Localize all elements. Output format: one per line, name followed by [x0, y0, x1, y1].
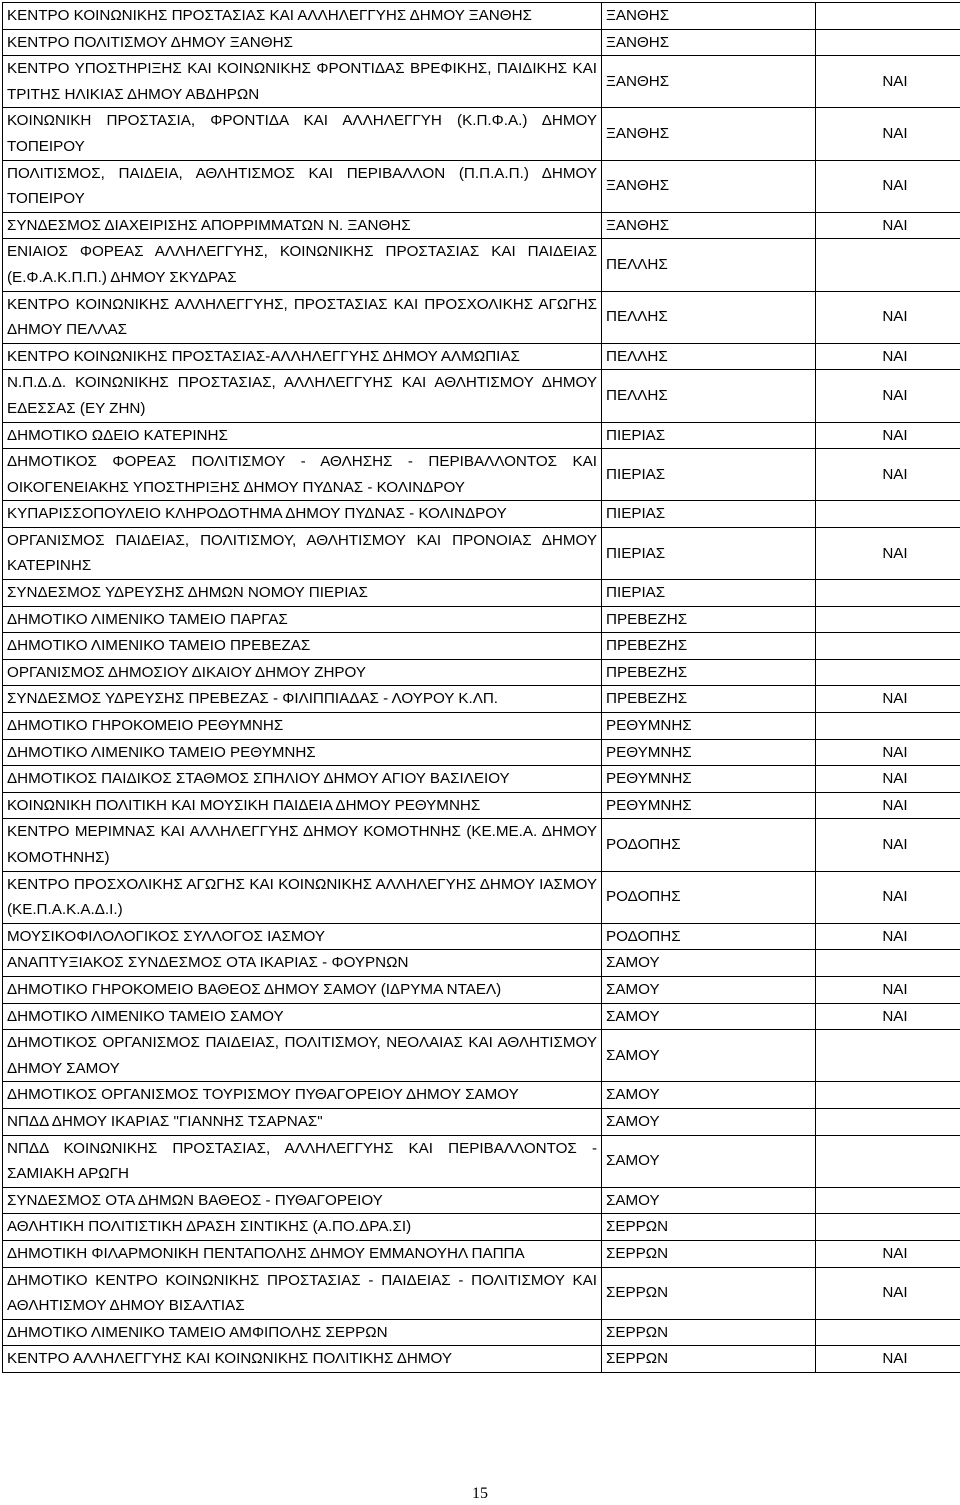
region-cell: ΠΙΕΡΙΑΣ: [602, 422, 816, 449]
region-cell: ΣΑΜΟΥ: [602, 1187, 816, 1214]
region-cell: ΠΙΕΡΙΑΣ: [602, 501, 816, 528]
table-row: [3, 1214, 960, 1241]
table-row: [3, 1267, 960, 1319]
table-row: [3, 923, 960, 950]
entity-name-cell: ΔΗΜΟΤΙΚΟ ΛΙΜΕΝΙΚΟ ΤΑΜΕΙΟ ΠΡΕΒΕΖΑΣ: [3, 633, 602, 660]
table-row: [3, 713, 960, 740]
flag-cell: ΝΑΙ: [816, 56, 960, 108]
entity-name-cell: ΚΕΝΤΡΟ ΚΟΙΝΩΝΙΚΗΣ ΠΡΟΣΤΑΣΙΑΣ ΚΑΙ ΑΛΛΗΛΕΓΓΥΗΣ ΔΗΜΟΥ ΞΑΝΘΗΣ: [3, 3, 602, 30]
entity-name-cell: Ν.Π.Δ.Δ. ΚΟΙΝΩΝΙΚΗΣ ΠΡΟΣΤΑΣΙΑΣ, ΑΛΛΗΛΕΓΓΥΗΣ ΚΑΙ ΑΘΛΗΤΙΣΜΟΥ ΔΗΜΟΥ ΕΔΕΣΣΑΣ (ΕΥ ΖΗΝ): [3, 370, 602, 422]
page-number: 15: [472, 1485, 488, 1502]
region-cell: ΠΡΕΒΕΖΗΣ: [602, 633, 816, 660]
entity-name-cell: ΝΠΔΔ ΔΗΜΟΥ ΙΚΑΡΙΑΣ "ΓΙΑΝΝΗΣ ΤΣΑΡΝΑΣ": [3, 1108, 602, 1135]
table-row: [3, 633, 960, 660]
flag-cell: ΝΑΙ: [816, 792, 960, 819]
flag-cell: [816, 1214, 960, 1241]
table-row: [3, 739, 960, 766]
flag-cell: ΝΑΙ: [816, 766, 960, 793]
region-cell: ΡΕΘΥΜΝΗΣ: [602, 766, 816, 793]
table-row: [3, 976, 960, 1003]
region-cell: ΠΕΛΛΗΣ: [602, 370, 816, 422]
flag-cell: [816, 606, 960, 633]
entity-name-cell: ΚΕΝΤΡΟ ΑΛΛΗΛΕΓΓΥΗΣ ΚΑΙ ΚΟΙΝΩΝΙΚΗΣ ΠΟΛΙΤΙΚΗΣ ΔΗΜΟΥ: [3, 1346, 602, 1373]
region-cell: ΠΙΕΡΙΑΣ: [602, 580, 816, 607]
table-row: [3, 950, 960, 977]
region-cell: ΣΑΜΟΥ: [602, 1082, 816, 1109]
flag-cell: [816, 29, 960, 56]
table-row: [3, 686, 960, 713]
flag-cell: [816, 580, 960, 607]
entity-name-cell: ΟΡΓΑΝΙΣΜΟΣ ΠΑΙΔΕΙΑΣ, ΠΟΛΙΤΙΣΜΟΥ, ΑΘΛΗΤΙΣΜΟΥ ΚΑΙ ΠΡΟΝΟΙΑΣ ΔΗΜΟΥ ΚΑΤΕΡΙΝΗΣ: [3, 527, 602, 579]
region-cell: ΠΕΛΛΗΣ: [602, 239, 816, 291]
flag-cell: [816, 950, 960, 977]
entity-name-cell: ΚΕΝΤΡΟ ΜΕΡΙΜΝΑΣ ΚΑΙ ΑΛΛΗΛΕΓΓΥΗΣ ΔΗΜΟΥ ΚΟΜΟΤΗΝΗΣ (ΚΕ.ΜΕ.Α. ΔΗΜΟΥ ΚΟΜΟΤΗΝΗΣ): [3, 819, 602, 871]
entity-name-cell: ΜΟΥΣΙΚΟΦΙΛΟΛΟΓΙΚΟΣ ΣΥΛΛΟΓΟΣ ΙΑΣΜΟΥ: [3, 923, 602, 950]
table-row: [3, 56, 960, 108]
flag-cell: ΝΑΙ: [816, 449, 960, 501]
entity-name-cell: ΚΕΝΤΡΟ ΥΠΟΣΤΗΡΙΞΗΣ ΚΑΙ ΚΟΙΝΩΝΙΚΗΣ ΦΡΟΝΤΙΔΑΣ ΒΡΕΦΙΚΗΣ, ΠΑΙΔΙΚΗΣ ΚΑΙ ΤΡΙΤΗΣ ΗΛΙΚΙΑΣ ΔΗΜΟΥ ΑΒΔΗΡΩΝ: [3, 56, 602, 108]
entity-name-cell: ΚΕΝΤΡΟ ΚΟΙΝΩΝΙΚΗΣ ΠΡΟΣΤΑΣΙΑΣ-ΑΛΛΗΛΕΓΓΥΗΣ ΔΗΜΟΥ ΑΛΜΩΠΙΑΣ: [3, 343, 602, 370]
flag-cell: [816, 713, 960, 740]
flag-cell: ΝΑΙ: [816, 871, 960, 923]
region-cell: ΞΑΝΘΗΣ: [602, 29, 816, 56]
region-cell: ΞΑΝΘΗΣ: [602, 3, 816, 30]
region-cell: ΠΙΕΡΙΑΣ: [602, 449, 816, 501]
table-row: [3, 422, 960, 449]
flag-cell: ΝΑΙ: [816, 370, 960, 422]
region-cell: ΣΕΡΡΩΝ: [602, 1214, 816, 1241]
table-row: [3, 659, 960, 686]
table-row: [3, 819, 960, 871]
table-row: [3, 1003, 960, 1030]
flag-cell: [816, 239, 960, 291]
entity-name-cell: ΣΥΝΔΕΣΜΟΣ ΥΔΡΕΥΣΗΣ ΠΡΕΒΕΖΑΣ - ΦΙΛΙΠΠΙΑΔΑΣ - ΛΟΥΡΟΥ Κ.ΛΠ.: [3, 686, 602, 713]
entity-name-cell: ΔΗΜΟΤΙΚΟ ΛΙΜΕΝΙΚΟ ΤΑΜΕΙΟ ΡΕΘΥΜΝΗΣ: [3, 739, 602, 766]
region-cell: ΣΑΜΟΥ: [602, 1108, 816, 1135]
table-row: [3, 1346, 960, 1373]
region-cell: ΡΟΔΟΠΗΣ: [602, 819, 816, 871]
flag-cell: [816, 1108, 960, 1135]
flag-cell: ΝΑΙ: [816, 1267, 960, 1319]
table-row: [3, 1030, 960, 1082]
table-row: [3, 766, 960, 793]
entity-name-cell: ΚΟΙΝΩΝΙΚΗ ΠΡΟΣΤΑΣΙΑ, ΦΡΟΝΤΙΔΑ ΚΑΙ ΑΛΛΗΛΕΓΓΥΗ (Κ.Π.Φ.Α.) ΔΗΜΟΥ ΤΟΠΕΙΡΟΥ: [3, 108, 602, 160]
region-cell: ΡΕΘΥΜΝΗΣ: [602, 713, 816, 740]
entity-name-cell: ΣΥΝΔΕΣΜΟΣ ΟΤΑ ΔΗΜΩΝ ΒΑΘΕΟΣ - ΠΥΘΑΓΟΡΕΙΟΥ: [3, 1187, 602, 1214]
region-cell: ΞΑΝΘΗΣ: [602, 212, 816, 239]
flag-cell: ΝΑΙ: [816, 108, 960, 160]
region-cell: ΣΕΡΡΩΝ: [602, 1240, 816, 1267]
entity-name-cell: ΚΕΝΤΡΟ ΠΡΟΣΧΟΛΙΚΗΣ ΑΓΩΓΗΣ ΚΑΙ ΚΟΙΝΩΝΙΚΗΣ ΑΛΛΗΛΕΓΥΗΣ ΔΗΜΟΥ ΙΑΣΜΟΥ (ΚΕ.Π.Α.Κ.Α.Δ.Ι.): [3, 871, 602, 923]
flag-cell: ΝΑΙ: [816, 739, 960, 766]
flag-cell: ΝΑΙ: [816, 686, 960, 713]
entity-name-cell: ΚΟΙΝΩΝΙΚΗ ΠΟΛΙΤΙΚΗ ΚΑΙ ΜΟΥΣΙΚΗ ΠΑΙΔΕΙΑ ΔΗΜΟΥ ΡΕΘΥΜΝΗΣ: [3, 792, 602, 819]
flag-cell: ΝΑΙ: [816, 1003, 960, 1030]
flag-cell: [816, 659, 960, 686]
entity-name-cell: ΔΗΜΟΤΙΚΟ ΛΙΜΕΝΙΚΟ ΤΑΜΕΙΟ ΣΑΜΟΥ: [3, 1003, 602, 1030]
table-row: [3, 1187, 960, 1214]
flag-cell: ΝΑΙ: [816, 1346, 960, 1373]
table-row: [3, 527, 960, 579]
region-cell: ΣΕΡΡΩΝ: [602, 1319, 816, 1346]
entity-name-cell: ΔΗΜΟΤΙΚΟΣ ΟΡΓΑΝΙΣΜΟΣ ΠΑΙΔΕΙΑΣ, ΠΟΛΙΤΙΣΜΟΥ, ΝΕΟΛΑΙΑΣ ΚΑΙ ΑΘΛΗΤΙΣΜΟΥ ΔΗΜΟΥ ΣΑΜΟΥ: [3, 1030, 602, 1082]
region-cell: ΠΕΛΛΗΣ: [602, 343, 816, 370]
entity-name-cell: ΕΝΙΑΙΟΣ ΦΟΡΕΑΣ ΑΛΛΗΛΕΓΓΥΗΣ, ΚΟΙΝΩΝΙΚΗΣ ΠΡΟΣΤΑΣΙΑΣ ΚΑΙ ΠΑΙΔΕΙΑΣ (Ε.Φ.Α.Κ.Π.Π.) ΔΗΜΟΥ ΣΚΥΔΡΑΣ: [3, 239, 602, 291]
entity-name-cell: ΠΟΛΙΤΙΣΜΟΣ, ΠΑΙΔΕΙΑ, ΑΘΛΗΤΙΣΜΟΣ ΚΑΙ ΠΕΡΙΒΑΛΛΟΝ (Π.Π.Α.Π.) ΔΗΜΟΥ ΤΟΠΕΙΡΟΥ: [3, 160, 602, 212]
table-row: [3, 291, 960, 343]
table-row: [3, 108, 960, 160]
flag-cell: [816, 1030, 960, 1082]
region-cell: ΠΡΕΒΕΖΗΣ: [602, 659, 816, 686]
entity-name-cell: ΔΗΜΟΤΙΚΗ ΦΙΛΑΡΜΟΝΙΚΗ ΠΕΝΤΑΠΟΛΗΣ ΔΗΜΟΥ ΕΜΜΑΝΟΥΗΛ ΠΑΠΠΑ: [3, 1240, 602, 1267]
table-row: [3, 370, 960, 422]
table-row: [3, 343, 960, 370]
table-row: [3, 160, 960, 212]
table-row: [3, 871, 960, 923]
region-cell: ΣΑΜΟΥ: [602, 950, 816, 977]
flag-cell: [816, 1135, 960, 1187]
entity-name-cell: ΣΥΝΔΕΣΜΟΣ ΔΙΑΧΕΙΡΙΣΗΣ ΑΠΟΡΡΙΜΜΑΤΩΝ Ν. ΞΑΝΘΗΣ: [3, 212, 602, 239]
region-cell: ΞΑΝΘΗΣ: [602, 56, 816, 108]
entity-name-cell: ΚΥΠΑΡΙΣΣΟΠΟΥΛΕΙΟ ΚΛΗΡΟΔΟΤΗΜΑ ΔΗΜΟΥ ΠΥΔΝΑΣ - ΚΟΛΙΝΔΡΟΥ: [3, 501, 602, 528]
entity-name-cell: ΚΕΝΤΡΟ ΠΟΛΙΤΙΣΜΟΥ ΔΗΜΟΥ ΞΑΝΘΗΣ: [3, 29, 602, 56]
table-row: [3, 580, 960, 607]
table-row: [3, 1319, 960, 1346]
region-cell: ΡΟΔΟΠΗΣ: [602, 923, 816, 950]
table-row: [3, 1240, 960, 1267]
table-row: [3, 1082, 960, 1109]
entity-name-cell: ΟΡΓΑΝΙΣΜΟΣ ΔΗΜΟΣΙΟΥ ΔΙΚΑΙΟΥ ΔΗΜΟΥ ΖΗΡΟΥ: [3, 659, 602, 686]
flag-cell: [816, 1187, 960, 1214]
entity-name-cell: ΑΘΛΗΤΙΚΗ ΠΟΛΙΤΙΣΤΙΚΗ ΔΡΑΣΗ ΣΙΝΤΙΚΗΣ (Α.ΠΟ.ΔΡΑ.ΣΙ): [3, 1214, 602, 1241]
flag-cell: ΝΑΙ: [816, 976, 960, 1003]
entity-name-cell: ΣΥΝΔΕΣΜΟΣ ΥΔΡΕΥΣΗΣ ΔΗΜΩΝ ΝΟΜΟΥ ΠΙΕΡΙΑΣ: [3, 580, 602, 607]
entity-name-cell: ΔΗΜΟΤΙΚΟ ΩΔΕΙΟ ΚΑΤΕΡΙΝΗΣ: [3, 422, 602, 449]
flag-cell: ΝΑΙ: [816, 343, 960, 370]
table-row: [3, 239, 960, 291]
region-cell: ΡΕΘΥΜΝΗΣ: [602, 792, 816, 819]
table-row: [3, 606, 960, 633]
table-body: [3, 3, 960, 1373]
flag-cell: [816, 3, 960, 30]
flag-cell: ΝΑΙ: [816, 1240, 960, 1267]
flag-cell: ΝΑΙ: [816, 527, 960, 579]
region-cell: ΡΟΔΟΠΗΣ: [602, 871, 816, 923]
table-row: [3, 501, 960, 528]
entity-name-cell: ΚΕΝΤΡΟ ΚΟΙΝΩΝΙΚΗΣ ΑΛΛΗΛΕΓΓΥΗΣ, ΠΡΟΣΤΑΣΙΑΣ ΚΑΙ ΠΡΟΣΧΟΛΙΚΗΣ ΑΓΩΓΗΣ ΔΗΜΟΥ ΠΕΛΛΑΣ: [3, 291, 602, 343]
flag-cell: [816, 1082, 960, 1109]
region-cell: ΠΙΕΡΙΑΣ: [602, 527, 816, 579]
entity-name-cell: ΔΗΜΟΤΙΚΟ ΛΙΜΕΝΙΚΟ ΤΑΜΕΙΟ ΑΜΦΙΠΟΛΗΣ ΣΕΡΡΩΝ: [3, 1319, 602, 1346]
entities-table: [2, 2, 960, 1373]
table-row: [3, 449, 960, 501]
table-row: [3, 1108, 960, 1135]
entity-name-cell: ΝΠΔΔ ΚΟΙΝΩΝΙΚΗΣ ΠΡΟΣΤΑΣΙΑΣ, ΑΛΛΗΛΕΓΓΥΗΣ ΚΑΙ ΠΕΡΙΒΑΛΛΟΝΤΟΣ - ΣΑΜΙΑΚΗ ΑΡΩΓΗ: [3, 1135, 602, 1187]
entity-name-cell: ΔΗΜΟΤΙΚΟΣ ΟΡΓΑΝΙΣΜΟΣ ΤΟΥΡΙΣΜΟΥ ΠΥΘΑΓΟΡΕΙΟΥ ΔΗΜΟΥ ΣΑΜΟΥ: [3, 1082, 602, 1109]
entity-name-cell: ΔΗΜΟΤΙΚΟΣ ΠΑΙΔΙΚΟΣ ΣΤΑΘΜΟΣ ΣΠΗΛΙΟΥ ΔΗΜΟΥ ΑΓΙΟΥ ΒΑΣΙΛΕΙΟΥ: [3, 766, 602, 793]
region-cell: ΣΑΜΟΥ: [602, 1135, 816, 1187]
region-cell: ΞΑΝΘΗΣ: [602, 160, 816, 212]
entity-name-cell: ΔΗΜΟΤΙΚΟΣ ΦΟΡΕΑΣ ΠΟΛΙΤΙΣΜΟΥ - ΑΘΛΗΣΗΣ - ΠΕΡΙΒΑΛΛΟΝΤΟΣ ΚΑΙ ΟΙΚΟΓΕΝΕΙΑΚΗΣ ΥΠΟΣΤΗΡΙΞΗΣ ΔΗΜΟΥ ΠΥΔΝΑΣ - ΚΟΛΙΝΔΡΟΥ: [3, 449, 602, 501]
entity-name-cell: ΔΗΜΟΤΙΚΟ ΓΗΡΟΚΟΜΕΙΟ ΡΕΘΥΜΝΗΣ: [3, 713, 602, 740]
region-cell: ΣΕΡΡΩΝ: [602, 1346, 816, 1373]
region-cell: ΠΡΕΒΕΖΗΣ: [602, 686, 816, 713]
flag-cell: ΝΑΙ: [816, 819, 960, 871]
region-cell: ΣΑΜΟΥ: [602, 976, 816, 1003]
flag-cell: [816, 633, 960, 660]
table-row: [3, 29, 960, 56]
flag-cell: [816, 1319, 960, 1346]
table-row: [3, 1135, 960, 1187]
entity-name-cell: ΔΗΜΟΤΙΚΟ ΚΕΝΤΡΟ ΚΟΙΝΩΝΙΚΗΣ ΠΡΟΣΤΑΣΙΑΣ - ΠΑΙΔΕΙΑΣ - ΠΟΛΙΤΙΣΜΟΥ ΚΑΙ ΑΘΛΗΤΙΣΜΟΥ ΔΗΜΟΥ ΒΙΣΑΛΤΙΑΣ: [3, 1267, 602, 1319]
flag-cell: ΝΑΙ: [816, 422, 960, 449]
region-cell: ΠΡΕΒΕΖΗΣ: [602, 606, 816, 633]
region-cell: ΡΕΘΥΜΝΗΣ: [602, 739, 816, 766]
flag-cell: ΝΑΙ: [816, 212, 960, 239]
table-row: [3, 3, 960, 30]
entity-name-cell: ΔΗΜΟΤΙΚΟ ΛΙΜΕΝΙΚΟ ΤΑΜΕΙΟ ΠΑΡΓΑΣ: [3, 606, 602, 633]
flag-cell: [816, 501, 960, 528]
region-cell: ΠΕΛΛΗΣ: [602, 291, 816, 343]
region-cell: ΣΑΜΟΥ: [602, 1003, 816, 1030]
flag-cell: ΝΑΙ: [816, 160, 960, 212]
flag-cell: ΝΑΙ: [816, 291, 960, 343]
flag-cell: ΝΑΙ: [816, 923, 960, 950]
table-row: [3, 212, 960, 239]
region-cell: ΣΕΡΡΩΝ: [602, 1267, 816, 1319]
entity-name-cell: ΑΝΑΠΤΥΞΙΑΚΟΣ ΣΥΝΔΕΣΜΟΣ ΟΤΑ ΙΚΑΡΙΑΣ - ΦΟΥΡΝΩΝ: [3, 950, 602, 977]
table-row: [3, 792, 960, 819]
region-cell: ΞΑΝΘΗΣ: [602, 108, 816, 160]
region-cell: ΣΑΜΟΥ: [602, 1030, 816, 1082]
entity-name-cell: ΔΗΜΟΤΙΚΟ ΓΗΡΟΚΟΜΕΙΟ ΒΑΘΕΟΣ ΔΗΜΟΥ ΣΑΜΟΥ (ΙΔΡΥΜΑ ΝΤΑΕΛ): [3, 976, 602, 1003]
